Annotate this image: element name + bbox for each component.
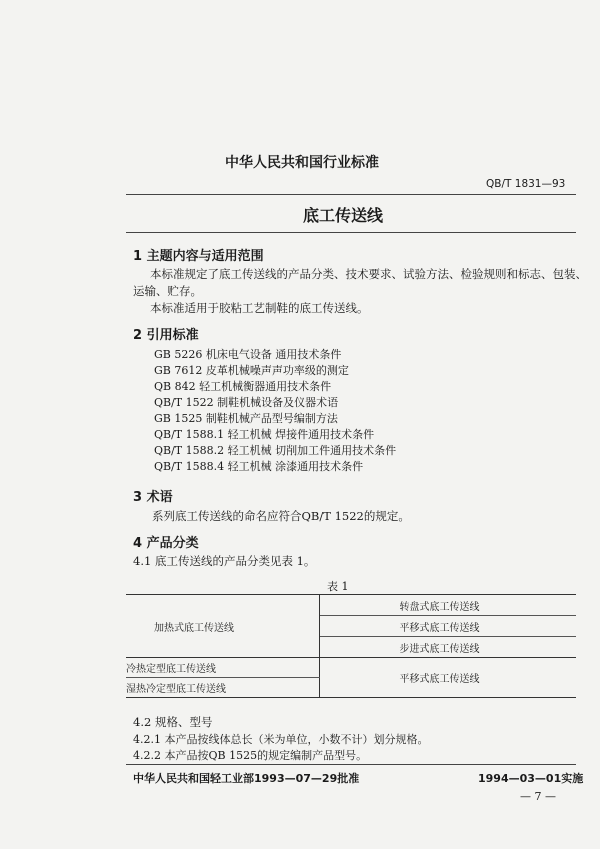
reference-item: QB/T 1588.1 轻工机械 焊接件通用技术条件 (154, 428, 375, 441)
clause-4-2: 4.2 规格、型号 (133, 715, 213, 729)
table-cell: 步进式底工传送线 (399, 643, 480, 655)
title-rule (126, 232, 576, 233)
clause-4-2-2: 4.2.2 本产品按QB 1525的规定编制产品型号。 (133, 749, 368, 762)
section-1-paragraph-line-1: 本标准规定了底工传送线的产品分类、技术要求、试验方法、检验规则和标志、包装、 (150, 267, 587, 281)
reference-item: QB/T 1588.2 轻工机械 切削加工件通用技术条件 (154, 444, 397, 457)
section-1-heading: 1 主题内容与适用范围 (133, 249, 264, 264)
table-cell: 转盘式底工传送线 (319, 595, 576, 616)
section-2-heading: 2 引用标准 (133, 328, 199, 343)
reference-item: GB 7612 皮革机械噪声声功率级的测定 (154, 364, 349, 377)
implementation-date: 1994—03—01实施 (478, 772, 584, 785)
table-cell: 湿热冷定型底工传送线 (126, 678, 319, 698)
section-1-paragraph-line-2: 运输、贮存。 (133, 284, 202, 298)
table-row (126, 658, 576, 678)
classification-table (126, 594, 576, 698)
reference-item: QB/T 1588.4 轻工机械 涂漆通用技术条件 (154, 460, 364, 473)
table-cell: 冷热定型底工传送线 (126, 658, 319, 678)
document-title: 底工传送线 (303, 206, 384, 225)
page-number: — 7 — (520, 790, 556, 803)
table-cell-group-1: 加热式底工传送线 (126, 595, 319, 658)
section-1-paragraph-2: 本标准适用于胶粘工艺制鞋的底工传送线。 (150, 301, 369, 315)
table-caption: 表 1 (327, 580, 349, 593)
section-4-heading: 4 产品分类 (133, 536, 199, 551)
clause-4-2-1: 4.2.1 本产品按线体总长（米为单位，小数不计）划分规格。 (133, 733, 429, 746)
clause-4-1: 4.1 底工传送线的产品分类见表 1。 (133, 554, 316, 568)
reference-item: QB/T 1522 制鞋机械设备及仪器术语 (154, 396, 339, 409)
reference-item: GB 1525 制鞋机械产品型号编制方法 (154, 412, 338, 425)
section-3-heading: 3 术语 (133, 490, 173, 505)
reference-item: GB 5226 机床电气设备 通用技术条件 (154, 348, 342, 361)
standard-category: 中华人民共和国行业标准 (225, 155, 379, 171)
table-cell-group-2: 平移式底工传送线 (399, 674, 480, 685)
standard-code: QB/T 1831—93 (486, 178, 566, 190)
table-cell: 平移式底工传送线 (319, 616, 576, 637)
header-rule (126, 194, 576, 195)
section-3-paragraph: 系列底工传送线的命名应符合QB/T 1522的规定。 (152, 509, 410, 523)
approval-date: 中华人民共和国轻工业部1993—07—29批准 (133, 772, 360, 785)
table-row (126, 595, 576, 616)
reference-item: QB 842 轻工机械衡器通用技术条件 (154, 380, 332, 393)
footer-rule (126, 764, 576, 765)
